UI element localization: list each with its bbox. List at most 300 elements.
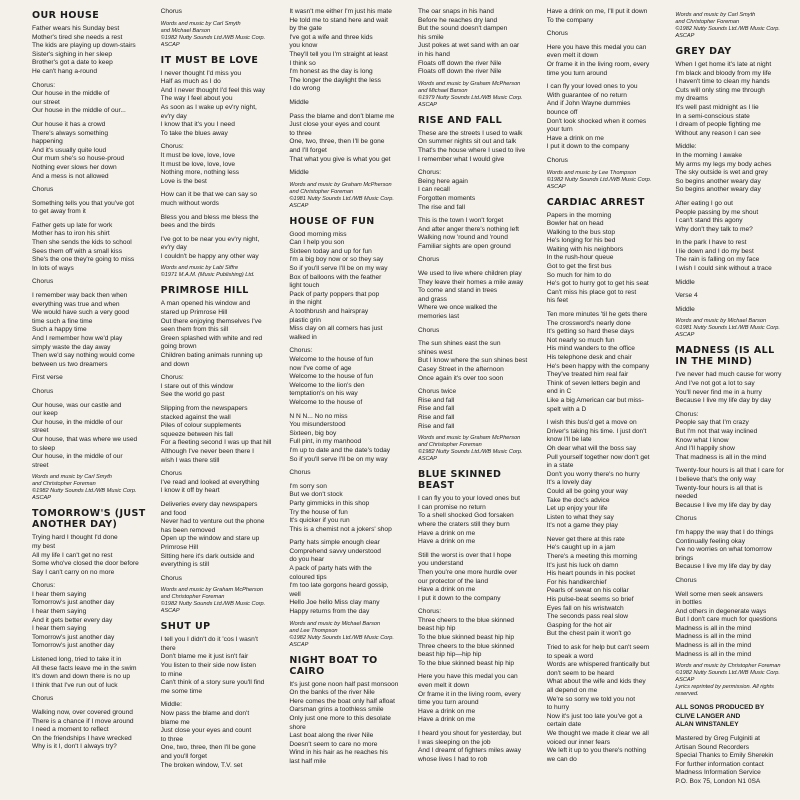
lyric-line: I hear them saying <box>32 608 87 616</box>
lyric-line: his feet <box>546 297 568 305</box>
lyric-line: It's just his luck oh damn <box>546 561 619 569</box>
lyric-line: Party gimmicks in this shop <box>289 499 370 507</box>
credit-line: ASCAP <box>675 33 695 39</box>
lyric-line: A toothbrush and hairspray <box>289 308 369 316</box>
lyric-line: Only just one more to this desolate <box>289 715 391 722</box>
lyric-line: Have a drink on me <box>418 707 476 715</box>
lyric-line: and you'll forget <box>160 753 208 760</box>
lyric-line: I haven't time to clean my hands <box>675 78 770 86</box>
lyric-line: Because I live my life day by day <box>675 563 772 571</box>
lyric-line: I can recall <box>418 186 450 194</box>
lyric-line: Happy returns from the day <box>289 608 370 616</box>
lyric-line: do you hear <box>289 556 325 564</box>
lyric-line: For a fleeting second I was up that hill <box>160 439 272 447</box>
lyric-line: all depend on me <box>546 686 598 694</box>
lyric-line: know I'll be late <box>546 436 592 444</box>
song-title: BLUE SKINNED BEAST <box>418 469 502 492</box>
lyric-line: Mother's tired she needs a rest <box>32 33 123 41</box>
song-credit <box>418 81 533 109</box>
lyric-line: Chorus: <box>160 143 184 151</box>
info-line: Special Thanks to Emily Sherekin <box>675 752 774 760</box>
credit-line: and Christopher Foreman <box>418 442 482 449</box>
credit-line: ©1982 Nutty Sounds Ltd./WB Music Corp. <box>546 176 652 183</box>
song-block <box>289 216 404 649</box>
lyric-line: You'll never find me in a hurry <box>675 388 762 396</box>
lyric-line: But I'm not that way inclined <box>675 428 758 435</box>
lyric-line: Love is the best <box>160 177 207 185</box>
song-block <box>675 12 790 40</box>
song-title: HOUSE OF FUN <box>289 215 375 227</box>
lyric-line: Where we once walked the <box>418 304 498 312</box>
lyric-line: Chorus <box>160 574 182 582</box>
lyric-line: Here comes the boat only half afloat <box>289 697 395 705</box>
lyric-line: N N N... No no miss <box>289 412 348 420</box>
lyric-line: I'm black and bloody from my life <box>675 69 772 77</box>
lyric-line: Have a drink on me <box>418 716 476 724</box>
lyric-line: And I dreamt of fighters miles away <box>418 747 521 755</box>
lyric-line: The way I feel about you <box>160 95 233 103</box>
credit-line: ©1982 Nutty Sounds Ltd./WB Music Corp. <box>289 634 394 641</box>
credit-line: and Christopher Foreman <box>160 594 225 601</box>
credit-line: Words and music by Lee Thompson <box>546 169 637 176</box>
lyric-line: To take the blues away <box>160 129 228 137</box>
lyric-line: To the company <box>546 16 594 24</box>
lyric-line: In lots of ways <box>32 264 74 272</box>
song-title: TOMORROW'S (JUST ANOTHER DAY) <box>32 508 146 531</box>
lyric-line: street <box>32 461 49 469</box>
lyric-line: How can it be that we can say so <box>160 191 258 199</box>
lyric-line: Twenty-four hours is all that I care for <box>675 467 784 475</box>
lyric-line: I know that it's you I need <box>160 121 235 129</box>
lyric-line: temptation's on his way <box>289 390 358 398</box>
credit-line: ©1981 Nutty Sounds Ltd./WB Music Corp. <box>289 195 394 202</box>
lyric-line: Pearls of sweat on his collar <box>546 587 629 595</box>
lyric-line: everything is still <box>160 561 210 569</box>
credit-line: ASCAP <box>418 101 437 108</box>
lyric-line: Madness is all in the mind <box>675 650 752 658</box>
lyric-line: It's down and down there is no up <box>32 673 131 681</box>
lyric-line: Welcome to the house of fun <box>289 373 374 381</box>
lyric-line: These are the streets I used to walk <box>418 129 523 137</box>
lyric-line: Last boat along the river Nile <box>289 732 374 740</box>
song-block <box>32 508 147 752</box>
credit-line: ©1971 M.A.M. (Music Publishing) Ltd. <box>160 272 255 279</box>
lyric-line: Chorus <box>289 469 311 477</box>
lyric-line: ev'ry day <box>160 112 187 120</box>
lyric-line: People passing by me shout <box>675 208 759 216</box>
credit-line: reserved. <box>675 691 699 698</box>
lyric-line: light touch <box>289 282 320 290</box>
lyric-line: Tomorrow's just another day <box>32 599 115 607</box>
lyric-line: Miss clay on all corners has just <box>289 325 383 333</box>
credit-line: Words and music by Graham McPherson <box>160 587 263 594</box>
lyric-line: Our house, that was where we used <box>32 435 138 443</box>
lyric-line: Something tells you that you've got <box>32 199 135 207</box>
lyric-line: His telephone desk and chair <box>546 354 632 361</box>
song-block <box>547 8 662 191</box>
lyric-line: Don't blame me it just isn't fair <box>160 653 249 661</box>
credit-line: and Michael Barson <box>418 87 468 94</box>
lyric-line: See the world go past <box>160 391 225 399</box>
lyric-line: shines west <box>418 348 453 356</box>
song-block <box>547 197 662 765</box>
song-block <box>161 621 276 770</box>
lyric-line: to mine <box>160 670 183 678</box>
credit-line: Words and music by Graham McPherson <box>289 181 392 188</box>
lyric-line: Doesn't seem to care no more <box>289 740 378 748</box>
lyric-line: Then she sends the kids to school <box>32 239 132 247</box>
lyric-line: Here you have this medal you can <box>418 673 518 681</box>
song-title: PRIMROSE HILL <box>160 285 249 297</box>
lyric-line: beast hip hip <box>418 625 456 633</box>
lyric-line: Father gets up late for work <box>32 221 113 229</box>
credit-line: and Christopher Foreman <box>32 481 96 488</box>
lyric-line: He's been happy with the company <box>546 362 650 370</box>
lyric-line: It's well past midnight as I lie <box>675 103 759 111</box>
lyric-line: He's caught up in a jam <box>546 544 616 552</box>
lyric-line: What about the wife and kids they <box>546 678 646 686</box>
lyric-line: Chorus <box>675 515 697 523</box>
lyric-line: To the blue skinned beast hip hip <box>418 634 515 642</box>
credit-line: ©1982 Nutty Sounds Ltd./WB Music Corp. <box>675 26 780 32</box>
lyric-line: Comprehend savvy understood <box>289 547 381 555</box>
lyric-line: Sixteen today and up for fun <box>289 247 372 255</box>
lyric-line: And I'll happily show <box>675 445 735 453</box>
lyric-line: Middle <box>675 278 695 286</box>
lyric-line: I put it down to the company <box>418 594 501 602</box>
credit-line: ©1982 Nutty Sounds Ltd./WB Music Corp. <box>675 670 780 677</box>
lyric-line: A pack of party hats with the <box>289 565 372 573</box>
lyric-line: memories last <box>418 313 460 321</box>
lyric-line: Nothing ever slows her down <box>32 163 117 171</box>
lyric-line: Then you're one more hurdle over <box>418 568 518 576</box>
lyric-line: You listen to their side now listen <box>160 662 257 670</box>
lyric-line: Floats off down the river Nile <box>418 59 502 67</box>
lyric-line: time you turn around <box>546 69 608 77</box>
lyric-line: I believe that's the only way <box>675 475 756 483</box>
song-credit <box>32 474 147 502</box>
song-credit <box>675 318 790 339</box>
song-block <box>289 8 404 210</box>
lyric-line: But the chest pain it won't go <box>546 630 631 638</box>
lyric-line: Bowler hat on head <box>546 220 604 228</box>
credit-line: Words and music by Christopher Foreman <box>675 663 781 670</box>
lyric-line: stared up Primrose Hill <box>160 309 228 317</box>
lyric-line: well <box>289 590 301 598</box>
lyric-line: Why is it I, don't I always try? <box>32 743 117 751</box>
lyric-line: I tell you I didn't do it 'cos I wasn't <box>160 636 258 644</box>
lyric-line: Just pokes at wet sand with an oar <box>418 42 520 50</box>
song-title: CARDIAC ARREST <box>546 196 645 208</box>
lyric-line: I couldn't be happy any other way <box>160 252 259 260</box>
lyric-line: I dream of people fighting me <box>675 121 761 129</box>
lyric-line: The rise and fall <box>418 203 465 211</box>
lyric-line: I remember way back then when <box>32 292 128 300</box>
song-credit <box>161 587 276 615</box>
credit-line: Words and music by Michael Barson <box>289 620 381 627</box>
song-credit <box>547 170 662 191</box>
lyric-line: Tomorrow's just another day <box>32 633 115 641</box>
lyric-line: Take the doc's advice <box>546 496 610 504</box>
lyric-line: I'm a big boy now or so they say <box>289 256 384 264</box>
lyric-line: There's always something <box>32 129 109 137</box>
credit-line: ASCAP <box>675 332 695 339</box>
lyric-line: Can I help you son <box>289 239 345 247</box>
lyric-line: needed <box>675 493 698 501</box>
credit-line: Words and music by Graham McPherson <box>418 435 521 442</box>
lyric-line: Rise and fall <box>418 413 455 421</box>
lyric-line: I never thought I'd miss you <box>160 69 242 77</box>
lyric-line: I lie down and I do my best <box>675 247 754 255</box>
lyric-line: To the blue skinned beast hip hip <box>418 659 515 667</box>
lyric-line: We would have such a very good <box>32 309 130 317</box>
lyric-line: Deliveries every day newspapers <box>160 500 258 508</box>
lyric-line: last half mile <box>289 757 326 765</box>
lyric-line: All my life I can't get no rest <box>32 551 113 559</box>
lyric-line: Sister's sighing in her sleep <box>32 50 113 58</box>
lyric-line: That madness is all in the mind <box>675 453 767 461</box>
song-title: GREY DAY <box>675 46 732 57</box>
lyric-line: our keep <box>32 410 58 418</box>
info-line: Mastered by Greg Fulginiti at <box>675 735 761 743</box>
lyric-line: I was sleeping on the job <box>418 738 491 746</box>
lyric-line: Just close your eyes and count <box>160 727 252 735</box>
lyric-line: Some who've closed the door before <box>32 560 139 568</box>
credit-line: ASCAP <box>32 495 51 502</box>
lyric-line: Why don't they talk to me? <box>675 225 753 233</box>
lyric-line: In a semi-conscious state <box>675 112 750 120</box>
lyric-line: We're so sorry we told you not <box>546 695 636 703</box>
lyric-line: certain date <box>546 721 582 729</box>
lyric-line: We thought we made it clear we all <box>546 729 649 737</box>
lyric-line: in a state <box>546 462 574 470</box>
lyric-line: Chorus <box>675 576 697 584</box>
song-credit <box>161 265 276 279</box>
lyric-line: Chorus <box>32 387 54 395</box>
lyric-line: Twenty-four hours is all that is <box>675 484 763 492</box>
lyric-line: everything was true and when <box>32 300 120 308</box>
lyric-line: And it's usually quite loud <box>32 146 107 154</box>
lyric-line: I've read and looked at everything <box>160 478 260 486</box>
lyric-line: in his hand <box>418 50 450 58</box>
lyric-line: Chorus <box>160 8 182 15</box>
credit-line: ASCAP <box>289 641 309 648</box>
lyric-line: Rise and fall <box>418 405 455 413</box>
lyric-line: brings <box>675 554 694 562</box>
lyric-line: Middle: <box>160 701 182 709</box>
lyric-line: Can't think of a story sure you'll find <box>160 679 265 687</box>
lyric-line: There's a meeting this morning <box>546 553 638 561</box>
lyric-line: much without words <box>160 199 219 207</box>
lyric-line: I've never had much cause for worry <box>675 371 782 379</box>
lyric-line: I heard you shout for yesterday, but <box>418 730 522 737</box>
lyric-line: I remember what I would give <box>418 155 505 163</box>
lyric-line: All these facts leave me in the swim <box>32 664 137 672</box>
lyric-line: I'm up to date and the date's today <box>289 446 391 454</box>
lyric-line: Primrose Hill <box>160 543 199 551</box>
lyric-line: Walking to the bus stop <box>546 228 615 236</box>
lyric-line: First verse <box>32 374 63 382</box>
lyric-line: We left it up to you there's nothing <box>546 747 647 755</box>
lyric-line: And it gets better every day <box>32 616 113 624</box>
lyric-line: Have a drink on me <box>418 529 476 537</box>
lyric-line: On summer nights sit out and talk <box>418 138 517 146</box>
song-title: NIGHT BOAT TO CAIRO <box>289 654 378 677</box>
producer-line: CLIVE LANGER AND <box>675 712 741 720</box>
lyric-line: ev'ry day <box>160 244 187 252</box>
lyric-line: They leave their homes a mile away <box>418 278 524 286</box>
lyric-line: Rise and fall <box>418 422 455 430</box>
info-line: Artisan Sound Recorders <box>675 743 750 751</box>
lyric-line: Pack of party poppers that pop <box>289 290 380 298</box>
lyric-line: There is a chance if I move around <box>32 717 134 725</box>
lyric-line: Have a drink on me, I'll put it down <box>546 8 648 15</box>
lyric-line: Forgotten moments <box>418 194 476 202</box>
lyric-line: Half as much as I do <box>160 78 221 86</box>
lyric-line: Out there enjoying themselves I've <box>160 317 262 325</box>
lyric-line: His pulse-beat seems so brief <box>546 596 634 604</box>
lyric-line: Pass the blame and don't blame me <box>289 112 395 120</box>
lyric-line: my dreams <box>675 95 708 103</box>
lyric-line: Madness is all in the mind <box>675 642 752 650</box>
lyrics-column <box>32 8 147 794</box>
lyric-line: Papers in the morning <box>546 211 612 219</box>
lyric-line: Now pass the blame and don't <box>160 710 250 718</box>
lyric-line: end in C <box>546 388 572 396</box>
lyric-line: I'm honest as the day is long <box>289 68 373 76</box>
lyric-line: Try the house of fun <box>289 508 348 516</box>
lyric-line: Hello Joe hello Miss clay many <box>289 599 380 607</box>
lyric-line: to speak a word <box>546 652 594 660</box>
lyric-line: A man opened his window and <box>160 300 251 308</box>
lyric-line: Middle <box>289 98 309 106</box>
lyric-line: Say I can't carry on no more <box>32 568 115 576</box>
lyric-line: In the rush-hour queue <box>546 254 614 262</box>
lyric-line: and grass <box>418 295 447 303</box>
lyric-line: Chorus <box>546 30 568 38</box>
lyric-line: Being here again <box>418 177 468 185</box>
lyric-line: For his handkerchief <box>546 578 607 586</box>
lyric-line: Our house, in the middle of our <box>32 418 123 426</box>
song-block <box>32 10 147 502</box>
lyric-line: Have a drink on me <box>418 538 476 546</box>
lyric-line: He's got to hurry got to get his seat <box>546 280 649 288</box>
lyric-line: It's just gone noon half past monsoon <box>289 680 399 688</box>
lyric-line: Eyes fall on his wristwatch <box>546 604 624 612</box>
lyric-line: But the sound doesn't dampen <box>418 25 508 33</box>
lyric-line: It's getting so hard these days <box>546 328 635 336</box>
lyric-line: His heart pounds in his pocket <box>546 570 636 578</box>
lyric-line: Here you have this medal you can <box>546 43 647 51</box>
lyric-line: As soon as I wake up ev'ry night, <box>160 103 257 111</box>
lyric-line: I stare out of this window <box>160 382 234 390</box>
lyric-line: don't seem to be heard <box>546 669 614 677</box>
lyric-line: Madness is all in the mind <box>675 624 752 632</box>
lyric-line: and down <box>160 360 190 368</box>
lyric-line: I've no worries on what tomorrow <box>675 546 772 554</box>
song-credit <box>289 182 404 210</box>
lyric-line: Got to get the first bus <box>546 263 612 271</box>
lyric-line: Green splashed with white and red <box>160 334 263 342</box>
production-credits <box>675 704 790 786</box>
lyric-line: But we don't stock <box>289 491 343 499</box>
lyric-line: Don't you worry there's no hurry <box>546 470 640 478</box>
lyric-line: there <box>160 644 176 652</box>
lyric-line: This is a chemist not a jokers' shop <box>289 525 392 533</box>
credit-line: and Christopher Foreman <box>289 188 354 195</box>
lyric-line: your turn <box>546 126 573 134</box>
lyric-line: Or frame it in the living room, every <box>418 690 521 698</box>
lyric-line: We used to live where children play <box>418 270 522 278</box>
lyric-line: Once again it's over too soon <box>418 374 504 382</box>
lyric-line: Bless you and bless me bless the <box>160 213 259 221</box>
lyric-line: Know what I know <box>675 436 729 444</box>
lyric-line: street <box>32 427 49 435</box>
lyric-line: now I've come of age <box>289 364 352 372</box>
lyric-line: Slipping from the newspapers <box>160 405 248 412</box>
lyric-line: Floats off down the river Nile <box>418 68 502 76</box>
song-credit <box>675 12 790 40</box>
lyric-line: Cuts will only sting me through <box>675 86 765 94</box>
lyric-line: Chorus: <box>418 169 442 177</box>
lyric-line: I think so <box>289 59 316 67</box>
lyric-line: Mother has to iron his shirt <box>32 230 110 238</box>
lyric-line: It wasn't me either I'm just his mate <box>289 8 392 15</box>
lyric-line: The kids are playing up down-stairs <box>32 42 136 50</box>
lyric-line: Chorus <box>160 470 182 478</box>
lyric-line: His mind wanders to the office <box>546 345 635 353</box>
lyric-line: To a shell shocked God forsaken <box>418 512 514 520</box>
lyric-line: In the park I have to rest <box>675 239 747 247</box>
lyric-line: Middle <box>289 169 309 177</box>
lyric-line: One, two, three, then I'll be gone <box>289 138 385 146</box>
lyric-line: Never had to venture out the phone <box>160 518 265 526</box>
lyric-line: So much for him to do <box>546 271 612 279</box>
lyric-line: They'll tell you I'm straight at least <box>289 50 388 58</box>
lyric-line: Father wears his Sunday best <box>32 25 120 32</box>
lyric-line: coloured tips <box>289 573 327 581</box>
lyric-line: And others in degenerate ways <box>675 607 767 615</box>
lyric-line: our protector of the land <box>418 577 489 585</box>
lyric-line: Still the worst is over that I hope <box>418 551 512 559</box>
lyric-line: So begins another weary day <box>675 186 761 194</box>
lyric-line: I put it down to the company <box>546 143 630 151</box>
credit-line: ASCAP <box>289 202 309 209</box>
lyric-line: Because I live my life day by day <box>675 397 772 405</box>
lyric-line: to hurry <box>546 704 570 712</box>
lyric-line: You misunderstood <box>289 421 346 429</box>
lyric-line: whose lives I had to rob <box>418 755 488 763</box>
lyric-line: Sees them off with a small kiss <box>32 247 123 255</box>
lyric-line: And I remember how we'd play <box>32 335 123 342</box>
credit-line: Words and music by Michael Barson <box>675 318 767 325</box>
lyric-line: He told me to stand here and wait <box>289 16 388 24</box>
lyric-line: Listen to what they say <box>546 513 614 521</box>
lyric-line: in bottles <box>675 599 702 607</box>
lyric-line: Just close your eyes and count <box>289 121 380 129</box>
lyric-line: Chorus: <box>160 374 184 382</box>
producer-line: ALL SONGS PRODUCED BY <box>675 704 765 712</box>
credit-line: ©1982 Nutty Sounds Ltd./WB Music Corp. <box>160 601 266 608</box>
lyric-line: Chorus: <box>32 81 56 89</box>
credit-line: Words and music by Carl Smyth <box>675 12 756 18</box>
lyric-line: The broken window, T.V. set <box>160 761 243 769</box>
lyric-line: Nothing more, nothing less <box>160 169 240 177</box>
lyric-line: So begins another weary day <box>675 177 761 185</box>
lyric-line: Chorus <box>546 156 568 164</box>
lyric-line: So if you'll serve I'll be on my way <box>289 455 388 463</box>
lyric-line: Let up enjoy your life <box>546 505 608 513</box>
